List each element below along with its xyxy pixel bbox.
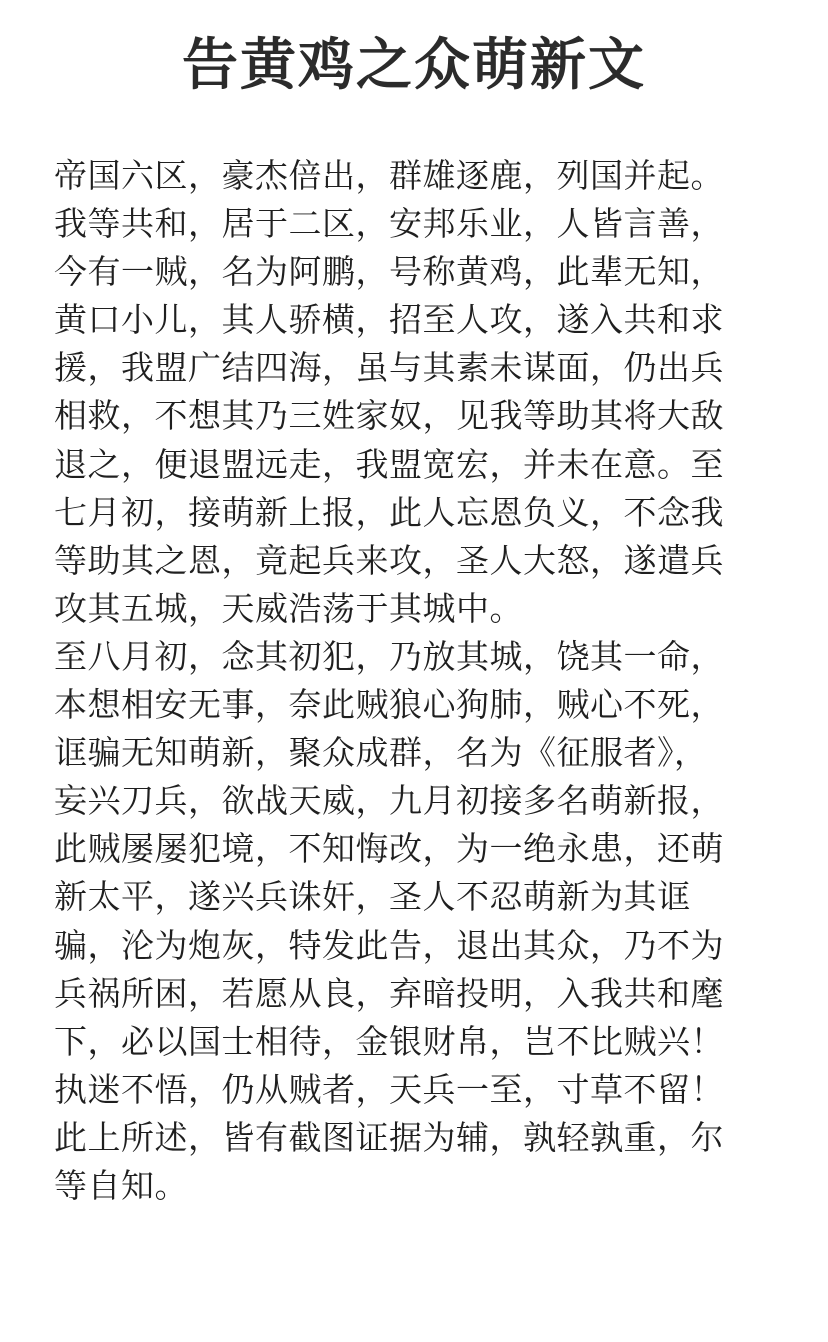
- text-line: 等自知。: [54, 1165, 188, 1205]
- text-line: 退之，便退盟远走，我盟宽宏，并未在意。至: [54, 444, 724, 484]
- text-line: 执迷不悟，仍从贼者，天兵一至，寸草不留！: [54, 1069, 724, 1109]
- text-line: 黄口小儿，其人骄横，招至人攻，遂入共和求: [54, 300, 724, 340]
- text-line: 相救，不想其乃三姓家奴，见我等助其将大敌: [54, 396, 724, 436]
- text-line: 攻其五城，天威浩荡于其城中。: [54, 588, 523, 628]
- text-line: 七月初，接萌新上报，此人忘恩负义，不念我: [54, 492, 724, 532]
- text-line: 此贼屡屡犯境，不知悔改，为一绝永患，还萌: [54, 829, 724, 869]
- text-line: 我等共和，居于二区，安邦乐业，人皆言善，: [54, 204, 724, 244]
- text-line: 新太平，遂兴兵诛奸，圣人不忍萌新为其诓: [54, 877, 691, 917]
- text-line: 今有一贼，名为阿鹏，号称黄鸡，此辈无知，: [54, 252, 724, 292]
- text-line: 下，必以国士相待，金银财帛，岂不比贼兴！: [54, 1021, 724, 1061]
- text-line: 本想相安无事，奈此贼狼心狗肺，贼心不死，: [54, 685, 724, 725]
- document-body: [54, 152, 774, 1210]
- text-line: 兵祸所困，若愿从良，弃暗投明，入我共和麾: [54, 973, 724, 1013]
- text-line: 援，我盟广结四海，虽与其素未谋面，仍出兵: [54, 348, 724, 388]
- text-line: 骗，沦为炮灰，特发此告，退出其众，乃不为: [54, 925, 724, 965]
- text-line: 此上所述，皆有截图证据为辅，孰轻孰重，尔: [54, 1117, 724, 1157]
- text-line: 等助其之恩，竟起兵来攻，圣人大怒，遂遣兵: [54, 540, 724, 580]
- text-line: 诓骗无知萌新，聚众成群，名为《征服者》，: [54, 733, 708, 773]
- document-title: 告黄鸡之众萌新文: [182, 33, 646, 98]
- text-line: 至八月初，念其初犯，乃放其城，饶其一命，: [54, 636, 724, 676]
- text-line: 帝国六区，豪杰倍出，群雄逐鹿，列国并起。: [54, 156, 724, 195]
- text-line: 妄兴刀兵，欲战天威，九月初接多名萌新报，: [54, 781, 724, 821]
